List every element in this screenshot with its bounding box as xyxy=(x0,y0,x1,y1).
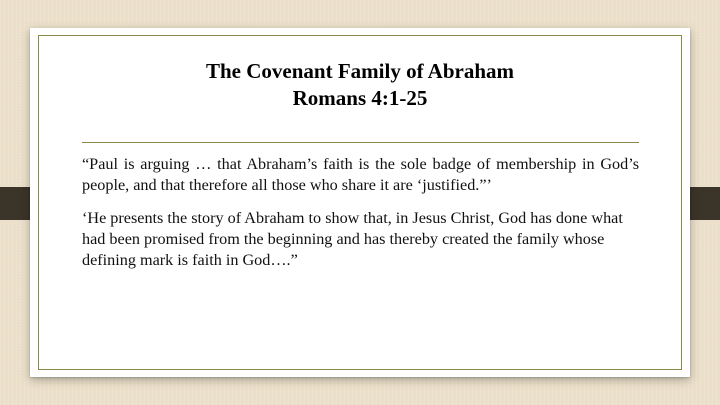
slide-title xyxy=(0,58,720,112)
quote-paragraph-2: ‘He presents the story of Abraham to show that, in Jesus Christ, God has done what had been promised from the beginning and has thereby created the family whose defining mark is faith in God….” xyxy=(82,209,623,269)
quote-paragraph-1: “Paul is arguing … that Abraham’s faith is the sole badge of membership in God’s people, and that therefore all those who share it are ‘justified.”’ xyxy=(82,155,639,194)
title-divider xyxy=(82,142,639,143)
title-line-1: The Covenant Family of Abraham xyxy=(205,59,514,83)
slide-body xyxy=(82,154,639,283)
title-line-2: Romans 4:1-25 xyxy=(292,86,428,110)
